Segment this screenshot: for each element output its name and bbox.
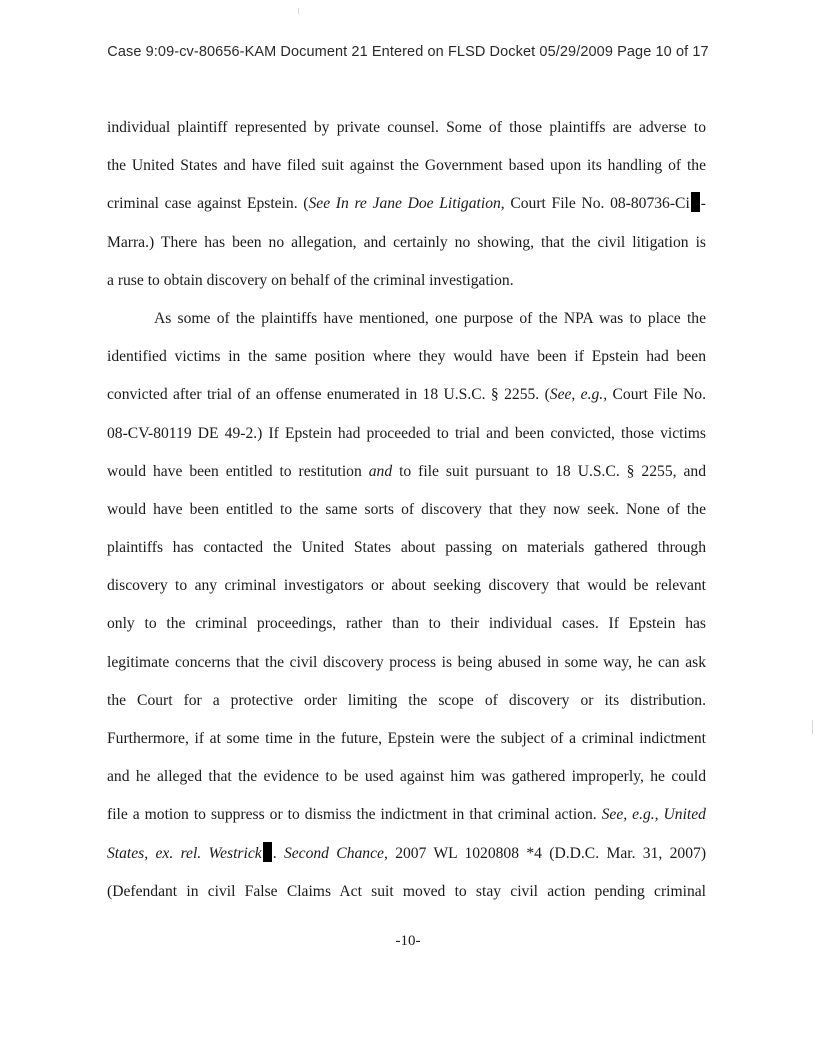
text-segment: . <box>272 844 284 862</box>
text-line: Marra.) There has been no allegation, and certainly no showing, that the civil litigation is <box>107 233 706 251</box>
text-segment: , 2007 WL 1020808 *4 (D.D.C. Mar. 31, 2007) <box>383 844 707 862</box>
text-line: discovery to any criminal investigators or about seeking discovery that would be relevant <box>107 577 706 595</box>
text-line <box>107 835 706 873</box>
text-line <box>107 376 706 414</box>
text-segment: criminal case against Epstein. ( <box>107 195 309 213</box>
text-line: and he alleged that the evidence to be used against him was gathered improperly, he could <box>107 768 706 786</box>
case-citation: See In re Jane Doe Litigation <box>308 195 501 213</box>
docket-header: Case 9:09-cv-80656-KAM Document 21 Entered on FLSD Docket 05/29/2009 Page 10 of 17 <box>107 44 709 60</box>
signal-citation: See, e.g., <box>549 386 608 404</box>
text-line: the United States and have filed suit against the Government based upon its handling of the <box>107 157 706 175</box>
text-line: (Defendant in civil False Claims Act suit moved to stay civil action pending criminal <box>107 882 706 900</box>
text-segment: to file suit pursuant to 18 U.S.C. § 2255, and <box>392 462 706 480</box>
text-segment: would have been entitled to restitution <box>107 462 369 480</box>
case-citation: Second Chance <box>283 844 384 862</box>
document-body <box>107 109 706 911</box>
scan-artifact <box>812 720 813 734</box>
text-line <box>107 185 706 223</box>
text-segment: file a motion to suppress or to dismiss the indictment in that criminal action. <box>107 806 602 824</box>
scan-artifact <box>298 8 299 14</box>
text-line: a ruse to obtain discovery on behalf of the criminal investigation. <box>107 271 514 289</box>
text-segment: convicted after trial of an offense enumerated in 18 U.S.C. § 2255. ( <box>107 386 550 404</box>
case-citation: States, ex. rel. Westrick <box>107 844 262 862</box>
text-line: only to the criminal proceedings, rather than to their individual cases. If Epstein has <box>107 615 706 633</box>
text-segment: Court File No. <box>607 386 706 404</box>
text-segment: - <box>700 195 706 213</box>
text-line <box>107 453 706 491</box>
text-line: legitimate concerns that the civil discovery process is being abused in some way, he can ask <box>107 653 706 671</box>
redaction-block <box>263 842 272 862</box>
emphasis: and <box>368 462 393 480</box>
text-segment: , Court File No. 08-80736-Ci <box>500 195 690 213</box>
text-line: 08-CV-80119 DE 49-2.) If Epstein had proceeded to trial and been convicted, those victims <box>107 424 706 442</box>
case-citation: See, e.g., United <box>601 806 706 824</box>
paragraph-first-line: As some of the plaintiffs have mentioned, one purpose of the NPA was to place the <box>154 309 706 327</box>
text-line: the Court for a protective order limiting the scope of discovery or its distribution. <box>107 691 706 709</box>
text-line: Furthermore, if at some time in the future, Epstein were the subject of a criminal indictment <box>107 730 706 747</box>
redaction-block <box>691 192 700 212</box>
text-line: individual plaintiff represented by private counsel. Some of those plaintiffs are adverse to <box>107 119 706 136</box>
page-number: -10- <box>395 933 421 949</box>
text-line: identified victims in the same position where they would have been if Epstein had been <box>107 348 706 366</box>
text-line: plaintiffs has contacted the United States about passing on materials gathered through <box>107 539 706 557</box>
text-line <box>107 796 706 834</box>
text-line: would have been entitled to the same sorts of discovery that they now seek. None of the <box>107 500 706 518</box>
